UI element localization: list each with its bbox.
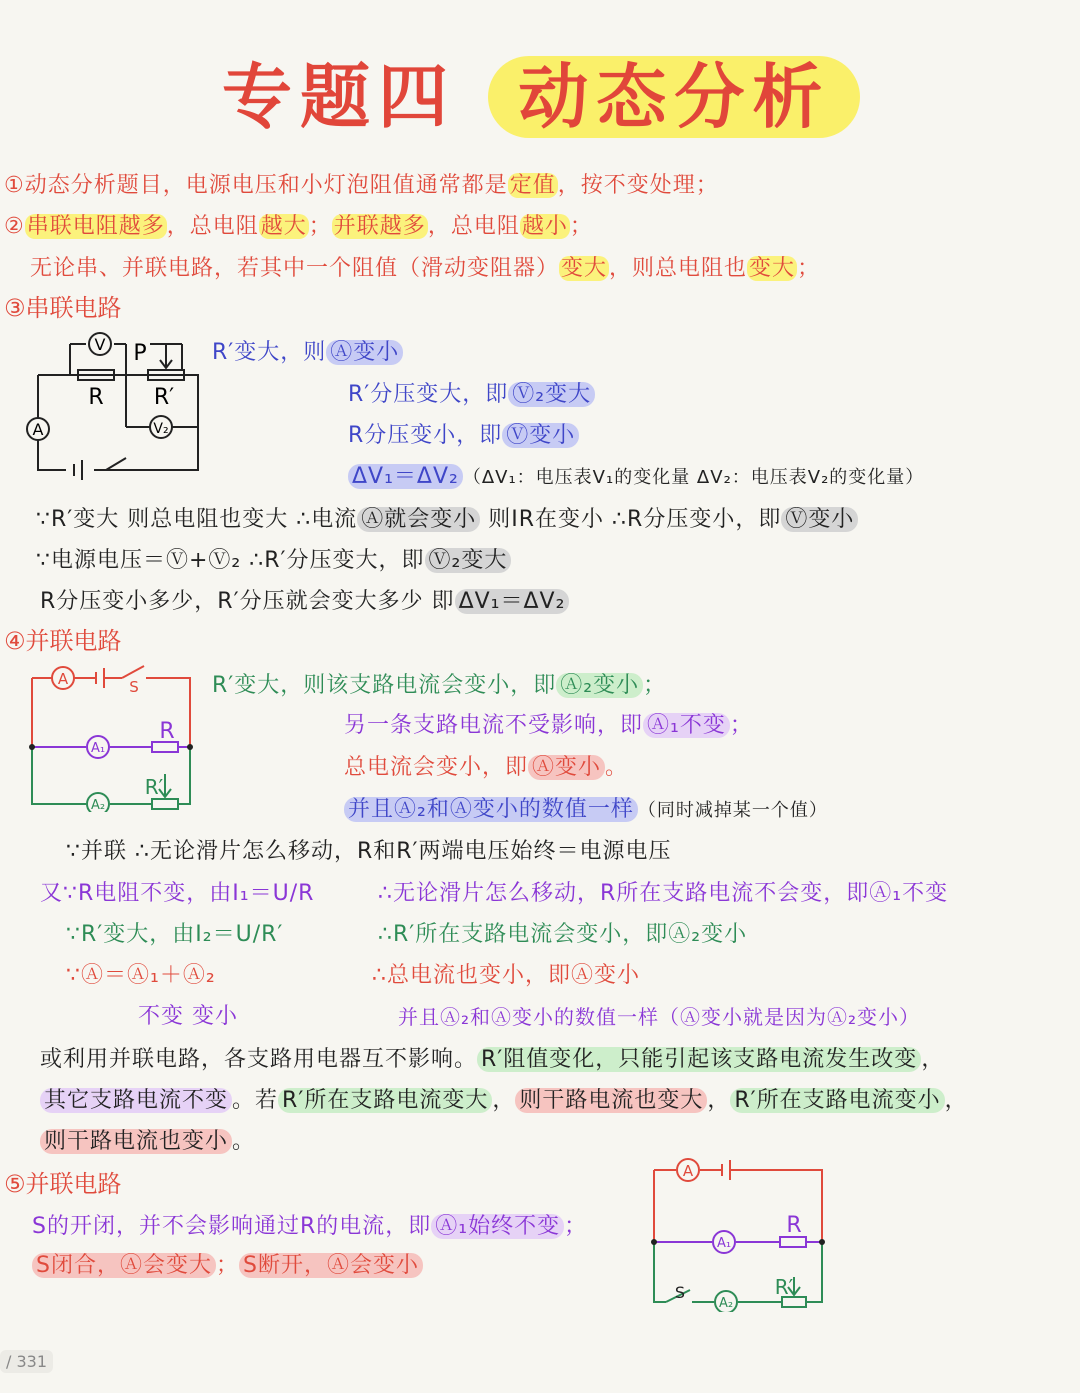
page-number-badge: / 331 [0, 1350, 53, 1373]
sec3-right-line-2 [348, 380, 595, 410]
highlight-series: 串联电阻越多 [26, 214, 165, 239]
intro-text: 无论串、并联电路，若其中一个阻值（滑动变阻器） [30, 256, 560, 281]
highlight-bigger: 变大 [561, 256, 608, 281]
sec4-text: 。 [232, 1129, 256, 1154]
sec5-text: ； [564, 1214, 588, 1239]
sec4-text: ， [707, 1088, 731, 1113]
highlight-bigger: 变大 [749, 256, 796, 281]
highlight-a2-smaller: Ⓐ₂变小 [556, 673, 643, 698]
highlight-purple: Ⓐ₁始终不变 [431, 1214, 564, 1239]
intro-text: ，按不变处理； [557, 173, 719, 198]
sec3-text: R分压变小，即 [348, 423, 503, 448]
highlight-v-smaller: Ⓥ变小 [502, 423, 579, 448]
intro-text: ； [569, 214, 593, 239]
sec4-paragraph-line-2 [40, 1086, 968, 1116]
highlight-red: 则干路电流也变大 [515, 1088, 707, 1113]
highlight-delta-equal: ΔV₁＝ΔV₂ [348, 464, 463, 489]
highlight-parallel: 并联越多 [333, 214, 426, 239]
sec4-text: 。若 [232, 1088, 279, 1113]
switch-parallel-circuit-diagram [646, 1152, 832, 1312]
sec4-text: 另一条支路电流不受影响，即 [344, 713, 644, 738]
sec3-text: ∵R′变大 则总电阻也变大 ∴电流 [36, 507, 358, 532]
intro-text: ② [4, 214, 25, 239]
sec5-line-1 [32, 1212, 587, 1242]
highlight-a-smaller: Ⓐ变小 [326, 340, 403, 365]
sec3-right-line-3 [348, 421, 579, 451]
sec3-right-line-4 [348, 462, 924, 493]
sec4-text: ， [921, 1047, 945, 1072]
intro-text: ，则总电阻也 [609, 256, 748, 281]
section-4-heading: ④并联电路 [4, 627, 122, 655]
sec3-body-line-2 [36, 546, 511, 576]
title-part2: 动态分析 [488, 56, 860, 138]
intro-line-2 [4, 212, 593, 242]
sec4-right-line-4 [344, 795, 828, 826]
sec3-text: R分压变小多少，R′分压就会变大多少 即 [40, 589, 455, 614]
highlight-gray: Ⓐ就会变小 [357, 507, 480, 532]
highlight-v2-bigger: Ⓥ₂变大 [508, 382, 595, 407]
sec4-reason-5a: 不变 变小 [138, 1004, 238, 1029]
highlight-red: S断开，Ⓐ会变小 [239, 1253, 423, 1278]
sec4-reason-4a: ∵Ⓐ＝Ⓐ₁＋Ⓐ₂ [66, 963, 216, 988]
highlight-same-change: 并且Ⓐ₂和Ⓐ变小的数值一样 [344, 797, 638, 822]
section-3-heading: ③串联电路 [4, 294, 122, 322]
highlight-gray: Ⓥ变小 [781, 507, 858, 532]
diagram3-r-label: R [786, 1213, 802, 1238]
diagram2-a1-label: A₁ [90, 741, 106, 756]
diagram3-a2-label: A₂ [718, 1296, 734, 1311]
sec4-text: 或利用并联电路，各支路用电器互不影响。 [40, 1047, 478, 1072]
sec4-text: ； [643, 673, 667, 698]
sec4-text: ， [944, 1088, 968, 1113]
highlight-bigger: 越大 [260, 214, 307, 239]
diagram3-a-label: A [682, 1162, 694, 1180]
diagram2-r-label: R [159, 719, 175, 744]
sec3-text: R′变大，则 [212, 340, 327, 365]
highlight-red: 则干路电流也变小 [40, 1129, 232, 1154]
sec3-body-line-3 [40, 587, 569, 617]
sec5-line-2 [32, 1251, 423, 1281]
sec4-paragraph-line-3 [40, 1127, 255, 1157]
diagram3-s-label: S [674, 1283, 686, 1302]
highlight-green: R′所在支路电流变小 [730, 1088, 944, 1113]
sec4-reason-3b: ∴R′所在支路电流会变小，即Ⓐ₂变小 [378, 922, 748, 947]
sec4-text: ， [492, 1088, 516, 1113]
diagram3-a1-label: A₁ [716, 1236, 732, 1251]
sec4-text: 。 [605, 755, 629, 780]
sec3-right-line-1 [212, 338, 403, 368]
diagram1-r-label: R [88, 385, 104, 410]
sec4-reason-3a: ∵R′变大，由I₂＝U/R′ [66, 922, 284, 947]
diagram2-s-label: S [129, 678, 139, 696]
intro-text: ； [797, 256, 821, 281]
sec3-text: ∵电源电压＝Ⓥ+Ⓥ₂ ∴R′分压变大，即 [36, 548, 425, 573]
sec4-reason-4b: ∴总电流也变小，即Ⓐ变小 [372, 963, 640, 988]
diagram1-v2-label: V₂ [153, 421, 169, 437]
highlight-green: R′所在支路电流变大 [278, 1088, 492, 1113]
diagram2-rprime-label: R′ [144, 775, 164, 799]
highlight-fixed: 定值 [509, 173, 556, 198]
highlight-green: R′阻值变化，只能引起该支路电流发生改变 [477, 1047, 921, 1072]
section-5-heading: ⑤并联电路 [4, 1170, 122, 1198]
sec4-reason-2b: ∴无论滑片怎么移动，R所在支路电流不会变，即Ⓐ₁不变 [378, 881, 949, 906]
diagram2-a-label: A [57, 670, 69, 688]
sec4-reason-2a: 又∵R电阻不变，由I₁＝U/R [40, 881, 315, 906]
intro-text: ，总电阻 [166, 214, 259, 239]
intro-text: ①动态分析题目，电源电压和小灯泡阻值通常都是 [4, 173, 508, 198]
intro-text: ，总电阻 [427, 214, 520, 239]
highlight-gray: Ⓥ₂变大 [425, 548, 512, 573]
sec3-note: （ΔV₁：电压表V₁的变化量 ΔV₂：电压表V₂的变化量） [462, 467, 925, 488]
sec4-paragraph-line-1 [40, 1045, 944, 1075]
highlight-purple: 其它支路电流不变 [40, 1088, 232, 1113]
highlight-a-smaller: Ⓐ变小 [528, 755, 605, 780]
sec4-text: 总电流会变小，即 [344, 755, 529, 780]
sec4-note: （同时减掉某一个值） [637, 800, 828, 821]
sec4-reason-1: ∵并联 ∴无论滑片怎么移动，R和R′两端电压始终＝电源电压 [66, 839, 672, 864]
highlight-smaller: 越小 [521, 214, 568, 239]
sec4-reason-5b: 并且Ⓐ₂和Ⓐ变小的数值一样（Ⓐ变小就是因为Ⓐ₂变小） [398, 1005, 921, 1029]
diagram1-a-label: A [32, 420, 44, 439]
sec4-right-line-3 [344, 753, 628, 783]
intro-text: ； [308, 214, 332, 239]
diagram1-p-label: P [133, 341, 147, 366]
intro-line-3 [30, 254, 820, 284]
highlight-red: S闭合，Ⓐ会变大 [32, 1253, 216, 1278]
sec4-right-line-2 [344, 711, 753, 741]
sec3-body-line-1 [36, 505, 858, 535]
highlight-a1-unchanged: Ⓐ₁不变 [643, 713, 730, 738]
sec4-text: R′变大，则该支路电流会变小，即 [212, 673, 557, 698]
diagram2-a2-label: A₂ [90, 798, 106, 812]
parallel-circuit-diagram [22, 662, 204, 812]
sec4-text: ； [729, 713, 753, 738]
sec5-text: ； [215, 1253, 239, 1278]
sec3-text: 则IR在变小 ∴R分压变小，即 [480, 507, 782, 532]
diagram3-rprime-label: R′ [774, 1275, 794, 1299]
sec3-text: R′分压变大，即 [348, 382, 509, 407]
intro-line-1 [4, 171, 719, 201]
sec4-right-line-1 [212, 671, 666, 701]
title-part1: 专题四 [222, 56, 456, 138]
page-title [222, 52, 860, 142]
diagram1-rprime-label: R′ [153, 385, 175, 410]
sec5-text: S的开闭，并不会影响通过R的电流，即 [32, 1214, 432, 1239]
diagram1-v1-label: V [94, 335, 106, 354]
highlight-gray: ΔV₁＝ΔV₂ [455, 589, 570, 614]
series-circuit-diagram [22, 330, 204, 480]
